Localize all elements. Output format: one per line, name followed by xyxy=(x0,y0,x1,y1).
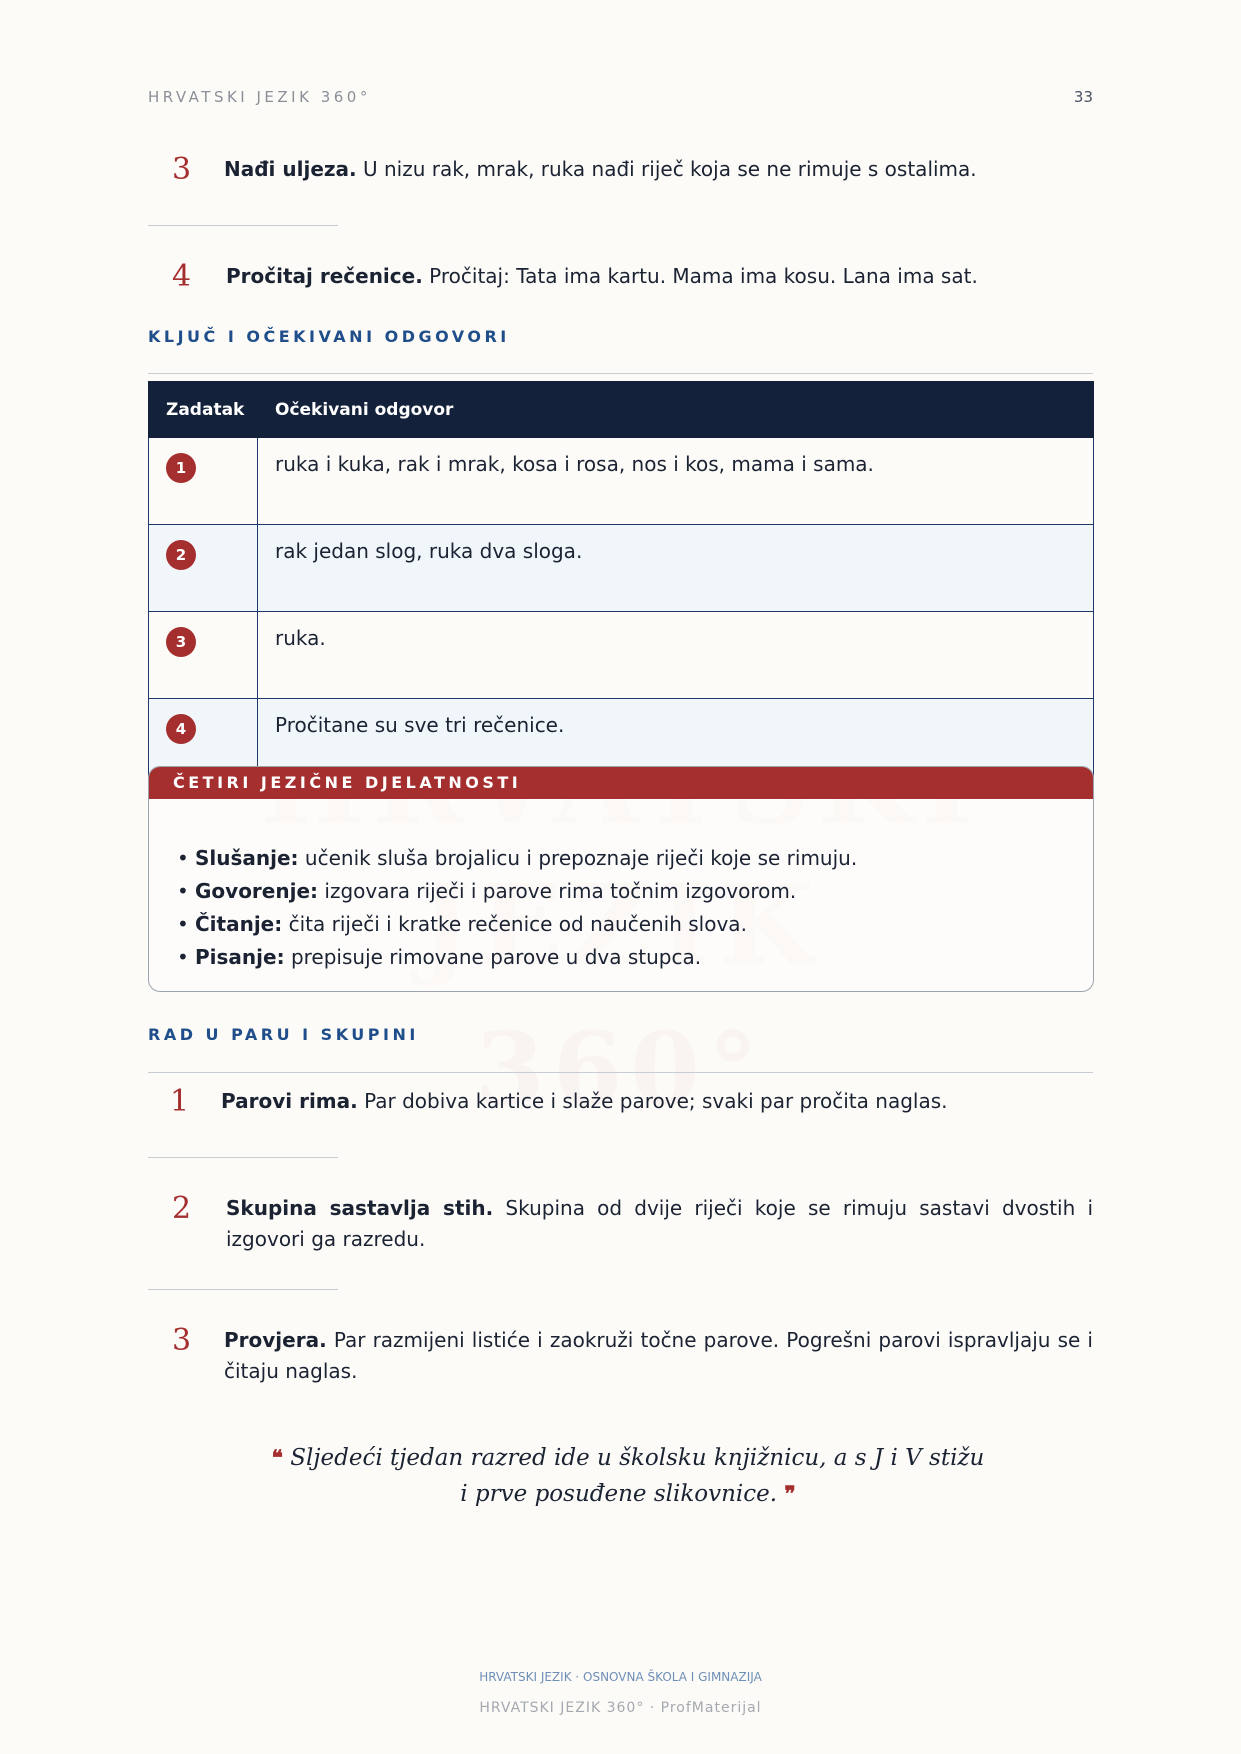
task-title: Provjera. xyxy=(224,1328,327,1352)
column-header-answer: Očekivani odgovor xyxy=(258,382,1094,438)
task-number: 3 xyxy=(172,152,192,187)
task-text xyxy=(224,1325,1093,1387)
task-number-badge: 1 xyxy=(166,453,196,483)
task-number-badge: 4 xyxy=(166,714,196,744)
task-number: 2 xyxy=(172,1191,192,1226)
list-item xyxy=(177,941,857,974)
task-number: 1 xyxy=(170,1084,190,1119)
activity-label: Čitanje: xyxy=(195,912,283,936)
task-text xyxy=(221,1086,1093,1117)
activity-text: učenik sluša brojalicu i prepoznaje riječi koje se rimuju. xyxy=(304,846,858,870)
activity-text: prepisuje rimovane parove u dva stupca. xyxy=(290,945,702,969)
pairwork-section-title: RAD U PARU I SKUPINI xyxy=(148,1025,419,1044)
quote-close-icon: ❞ xyxy=(784,1481,796,1506)
answers-section-title: KLJUČ I OČEKIVANI ODGOVORI xyxy=(148,327,510,346)
bullet-icon: • xyxy=(177,879,189,903)
task-body: Par razmijeni listiće i zaokruži točne parove. Pogrešni parovi ispravljaju se i čitaju naglas. xyxy=(224,1328,1093,1383)
activity-label: Pisanje: xyxy=(195,945,285,969)
answer-cell: ruka. xyxy=(258,612,1094,699)
quote-open-icon: ❝ xyxy=(271,1445,283,1470)
activity-text: izgovara riječi i parove rima točnim izgovorom. xyxy=(324,879,797,903)
list-item xyxy=(177,875,857,908)
task-title: Pročitaj rečenice. xyxy=(226,264,423,288)
activity-label: Slušanje: xyxy=(195,846,299,870)
task-number: 4 xyxy=(172,259,192,294)
divider xyxy=(148,225,338,226)
divider xyxy=(148,1289,338,1290)
table-row xyxy=(149,525,1094,612)
divider xyxy=(148,1157,338,1158)
divider xyxy=(148,1072,1093,1073)
table-header-row xyxy=(149,382,1094,438)
column-header-task: Zadatak xyxy=(149,382,258,438)
footer-line-2: HRVATSKI JEZIK 360° · ProfMaterijal xyxy=(479,1700,762,1716)
footer-line-1: HRVATSKI JEZIK · OSNOVNA ŠKOLA I GIMNAZIJA xyxy=(479,1670,762,1684)
answer-cell: rak jedan slog, ruka dva sloga. xyxy=(258,525,1094,612)
task-body: Par dobiva kartice i slaže parove; svaki par pročita naglas. xyxy=(364,1089,948,1113)
bullet-icon: • xyxy=(177,945,189,969)
task-number-badge: 2 xyxy=(166,540,196,570)
bullet-icon: • xyxy=(177,846,189,870)
activities-list xyxy=(177,842,857,974)
activity-label: Govorenje: xyxy=(195,879,319,903)
quote-text: Sljedeći tjedan razred ide u školsku knjižnicu, a s J i V stižu i prve posuđene slikovnice. xyxy=(290,1445,985,1507)
task-number-badge: 3 xyxy=(166,627,196,657)
page-number: 33 xyxy=(1073,88,1093,106)
activities-box xyxy=(148,766,1094,992)
task-text xyxy=(224,154,1093,185)
activity-text: čita riječi i kratke rečenice od naučenih slova. xyxy=(288,912,747,936)
divider xyxy=(148,373,1093,374)
task-body: U nizu rak, mrak, ruka nađi riječ koja se ne rimuje s ostalima. xyxy=(362,157,977,181)
task-text xyxy=(226,261,1093,292)
list-item xyxy=(177,908,857,941)
answer-cell: ruka i kuka, rak i mrak, kosa i rosa, nos i kos, mama i sama. xyxy=(258,438,1094,525)
task-title: Parovi rima. xyxy=(221,1089,358,1113)
task-body: Skupina od dvije riječi koje se rimuju sastavi dvostih i izgovori ga razredu. xyxy=(226,1196,1094,1251)
table-row xyxy=(149,438,1094,525)
bullet-icon: • xyxy=(177,912,189,936)
closing-quote xyxy=(268,1440,988,1512)
task-title: Nađi uljeza. xyxy=(224,157,357,181)
answer-cell: Pročitane su sve tri rečenice. xyxy=(258,699,1094,786)
header-title: HRVATSKI JEZIK 360° xyxy=(148,88,371,106)
activities-box-title: ČETIRI JEZIČNE DJELATNOSTI xyxy=(149,767,1093,799)
answers-table xyxy=(148,381,1094,786)
table-row xyxy=(149,612,1094,699)
task-body: Pročitaj: Tata ima kartu. Mama ima kosu. Lana ima sat. xyxy=(429,264,978,288)
task-text xyxy=(226,1193,1093,1255)
list-item xyxy=(177,842,857,875)
page xyxy=(148,0,1093,1754)
task-number: 3 xyxy=(172,1323,192,1358)
task-title: Skupina sastavlja stih. xyxy=(226,1196,494,1220)
